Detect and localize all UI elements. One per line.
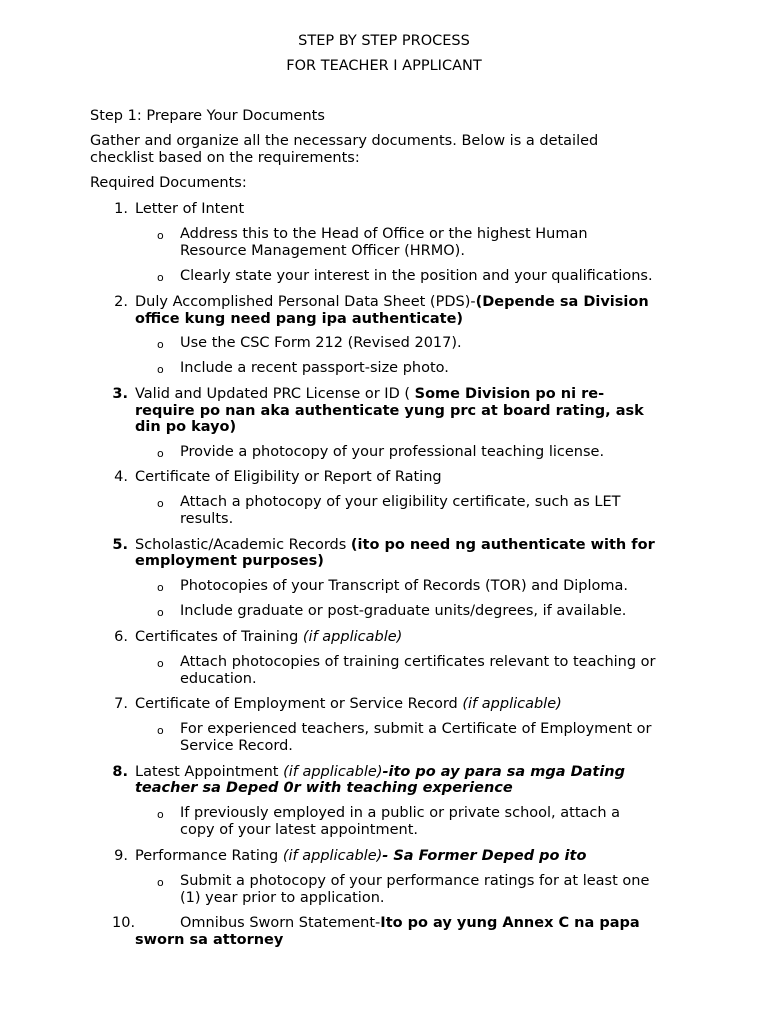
bullet-icon: o [157,229,164,242]
item-italic-note: (if applicable) [283,764,383,780]
bullet-text: copy of your latest appointment. [180,822,419,838]
intro-line-2: checklist based on the requirements: [90,150,360,166]
item-text: Latest Appointment [135,764,284,780]
bullet-text: results. [180,511,234,527]
bullet-icon: o [157,724,164,737]
item-text: Letter of Intent [135,201,245,217]
bullet-icon: o [157,606,164,619]
bullet-text: Photocopies of your Transcript of Records (TOR) and Diploma. [180,578,629,594]
item-text-line [135,537,655,554]
bullet-text: Provide a photocopy of your professional teaching license. [180,444,605,460]
bullet-text: Clearly state your interest in the position and your qualifications. [180,268,653,284]
item-italic-note: (if applicable) [462,696,562,712]
bullet-text: Service Record. [180,738,293,754]
document-title-line-2: FOR TEACHER I APPLICANT [286,58,482,74]
item-number: 8. [112,764,128,780]
item-text-line [135,629,402,646]
item-note: - Sa Former Deped po ito [382,848,587,864]
item-note: -ito po ay para sa mga Dating [382,764,625,780]
bullet-text: Attach photocopies of training certificates relevant to teaching or [180,654,656,670]
item-text: Valid and Updated PRC License or ID ( [135,386,415,402]
bullet-icon: o [157,497,164,510]
item-text-line [135,294,649,311]
item-note: teacher sa Deped 0r with teaching experience [135,780,513,796]
bullet-text: For experienced teachers, submit a Certificate of Employment or [180,721,652,737]
item-text: Certificate of Employment or Service Record [135,696,463,712]
item-text: Scholastic/Academic Records [135,537,351,553]
bullet-text: Include a recent passport-size photo. [180,360,449,376]
bullet-icon: o [157,876,164,889]
item-text: Omnibus Sworn Statement- [180,915,381,931]
item-text-line [135,386,604,403]
bullet-text: Address this to the Head of Office or the highest Human [180,226,588,242]
intro-line-1: Gather and organize all the necessary documents. Below is a detailed [90,133,599,149]
item-text-line [180,915,640,932]
item-number: 5. [112,537,128,553]
item-note: sworn sa attorney [135,932,284,948]
bullet-icon: o [157,808,164,821]
item-italic-note: (if applicable) [282,848,383,864]
bullet-icon: o [157,363,164,376]
bullet-text: Attach a photocopy of your eligibility certificate, such as LET [180,494,621,510]
item-number: 4. [114,469,128,485]
bullet-icon: o [157,581,164,594]
item-text-line [135,764,625,781]
item-text-line [135,848,586,865]
document-title-line-1: STEP BY STEP PROCESS [298,33,470,49]
item-note: din po kayo) [135,419,237,435]
step-1-heading: Step 1: Prepare Your Documents [90,108,325,124]
item-text: Certificate of Eligibility or Report of Rating [135,469,442,485]
item-text-line [135,696,562,713]
bullet-text: education. [180,671,257,687]
item-number: 6. [114,629,128,645]
bullet-icon: o [157,338,164,351]
item-number: 10. [112,915,136,931]
bullet-icon: o [157,447,164,460]
bullet-text: (1) year prior to application. [180,890,385,906]
bullet-text: Use the CSC Form 212 (Revised 2017). [180,335,462,351]
item-text: Certificates of Training [135,629,303,645]
item-number: 9. [114,848,128,864]
item-text: Duly Accomplished Personal Data Sheet (PDS)- [135,294,476,310]
item-note: Some Division po ni re- [414,386,605,402]
bullet-text: If previously employed in a public or private school, attach a [180,805,621,821]
item-number: 3. [112,386,128,402]
item-italic-note: (if applicable) [302,629,403,645]
item-note: (Depende sa Division [475,294,649,310]
item-note: Ito po ay yung Annex C na papa [380,915,640,931]
bullet-text: Include graduate or post-graduate units/degrees, if available. [180,603,627,619]
item-note: office kung need pang ipa authenticate) [135,311,464,327]
item-number: 1. [114,201,128,217]
bullet-icon: o [157,271,164,284]
item-note: (ito po need ng authenticate with for [350,537,655,553]
item-number: 2. [114,294,128,310]
item-text: Performance Rating [135,848,283,864]
bullet-icon: o [157,657,164,670]
bullet-text: Resource Management Officer (HRMO). [180,243,465,259]
item-number: 7. [114,696,128,712]
bullet-text: Submit a photocopy of your performance ratings for at least one [180,873,650,889]
item-note: employment purposes) [135,553,324,569]
required-documents-label: Required Documents: [90,175,247,191]
item-note: require po nan aka authenticate yung prc at board rating, ask [135,403,644,419]
